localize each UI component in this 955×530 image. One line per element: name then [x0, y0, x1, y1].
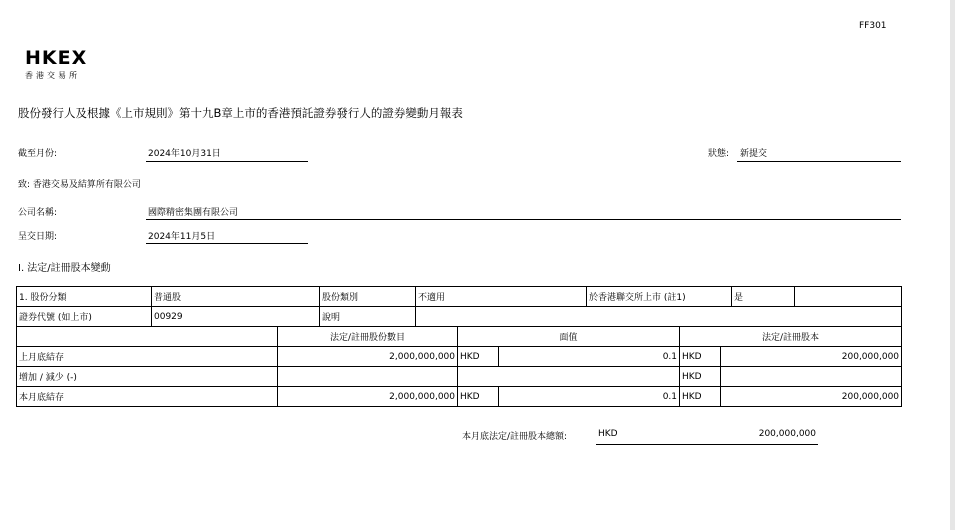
submission-date-underline: [146, 243, 308, 244]
capital-table: [16, 326, 902, 407]
capital-currency: HKD: [680, 387, 721, 407]
share-class-label: 1. 股份分類: [17, 287, 152, 307]
total-underline: [596, 444, 818, 445]
blank-header-cell: [17, 327, 278, 347]
row-label: 本月底結存: [17, 387, 278, 407]
month-label: 截至月份:: [18, 149, 58, 159]
par-currency: [458, 367, 499, 387]
document-title: 股份發行人及根據《上市規則》第十九B章上市的香港預託證券發行人的證券變動月報表: [18, 106, 463, 120]
status-value: 新提交: [740, 149, 768, 159]
logo-main-text: HKEX: [25, 47, 88, 69]
shares-value: 2,000,000,000: [278, 347, 458, 367]
total-capital-amount: 200,000,000: [758, 429, 816, 439]
company-underline: [146, 219, 901, 220]
row-label: 增加 / 減少 (-): [17, 367, 278, 387]
stock-code-label: 證券代號 (如上市): [17, 307, 152, 327]
share-type-value: 不適用: [416, 287, 587, 307]
listed-value: 是: [732, 287, 795, 307]
description-label: 說明: [320, 307, 416, 327]
section-1-title: I. 法定/註冊股本變動: [18, 263, 111, 274]
status-underline: [737, 161, 901, 162]
status-label: 狀態:: [708, 149, 730, 159]
month-value: 2024年10月31日: [148, 149, 221, 159]
empty-cell: [795, 287, 902, 307]
description-value: [416, 307, 902, 327]
capital-column-header: 法定/註冊股本: [680, 327, 902, 347]
par-value-column-header: 面值: [458, 327, 680, 347]
par-value: 0.1: [499, 347, 680, 367]
share-class-value: 普通股: [152, 287, 320, 307]
table-row: [17, 367, 902, 387]
total-capital-currency: HKD: [598, 429, 618, 439]
share-type-label: 股份類別: [320, 287, 416, 307]
par-currency: HKD: [458, 387, 499, 407]
share-class-table: [16, 286, 902, 327]
shares-value: 2,000,000,000: [278, 387, 458, 407]
listed-label: 於香港聯交所上市 (註1): [587, 287, 732, 307]
par-currency: HKD: [458, 347, 499, 367]
submission-date-value: 2024年11月5日: [148, 232, 216, 242]
stock-code-value: 00929: [152, 307, 320, 327]
vertical-scrollbar[interactable]: [950, 0, 955, 530]
hkex-logo: [25, 49, 87, 81]
recipient-text: 致: 香港交易及結算所有限公司: [18, 180, 141, 190]
company-value: 國際精密集團有限公司: [148, 208, 239, 218]
table-row: [17, 347, 902, 367]
par-value: [499, 367, 680, 387]
logo-sub-text: 香港交易所: [25, 71, 80, 80]
shares-column-header: 法定/註冊股份數目: [278, 327, 458, 347]
table-row: [17, 387, 902, 407]
shares-value: [278, 367, 458, 387]
capital-currency: HKD: [680, 367, 721, 387]
capital-value: 200,000,000: [721, 387, 902, 407]
row-label: 上月底結存: [17, 347, 278, 367]
form-code: FF301: [859, 21, 887, 31]
par-value: 0.1: [499, 387, 680, 407]
capital-value: [721, 367, 902, 387]
company-label: 公司名稱:: [18, 208, 58, 218]
capital-value: 200,000,000: [721, 347, 902, 367]
capital-currency: HKD: [680, 347, 721, 367]
month-underline: [146, 161, 308, 162]
total-capital-label: 本月底法定/註冊股本總額:: [462, 432, 568, 442]
submission-date-label: 呈交日期:: [18, 232, 58, 242]
